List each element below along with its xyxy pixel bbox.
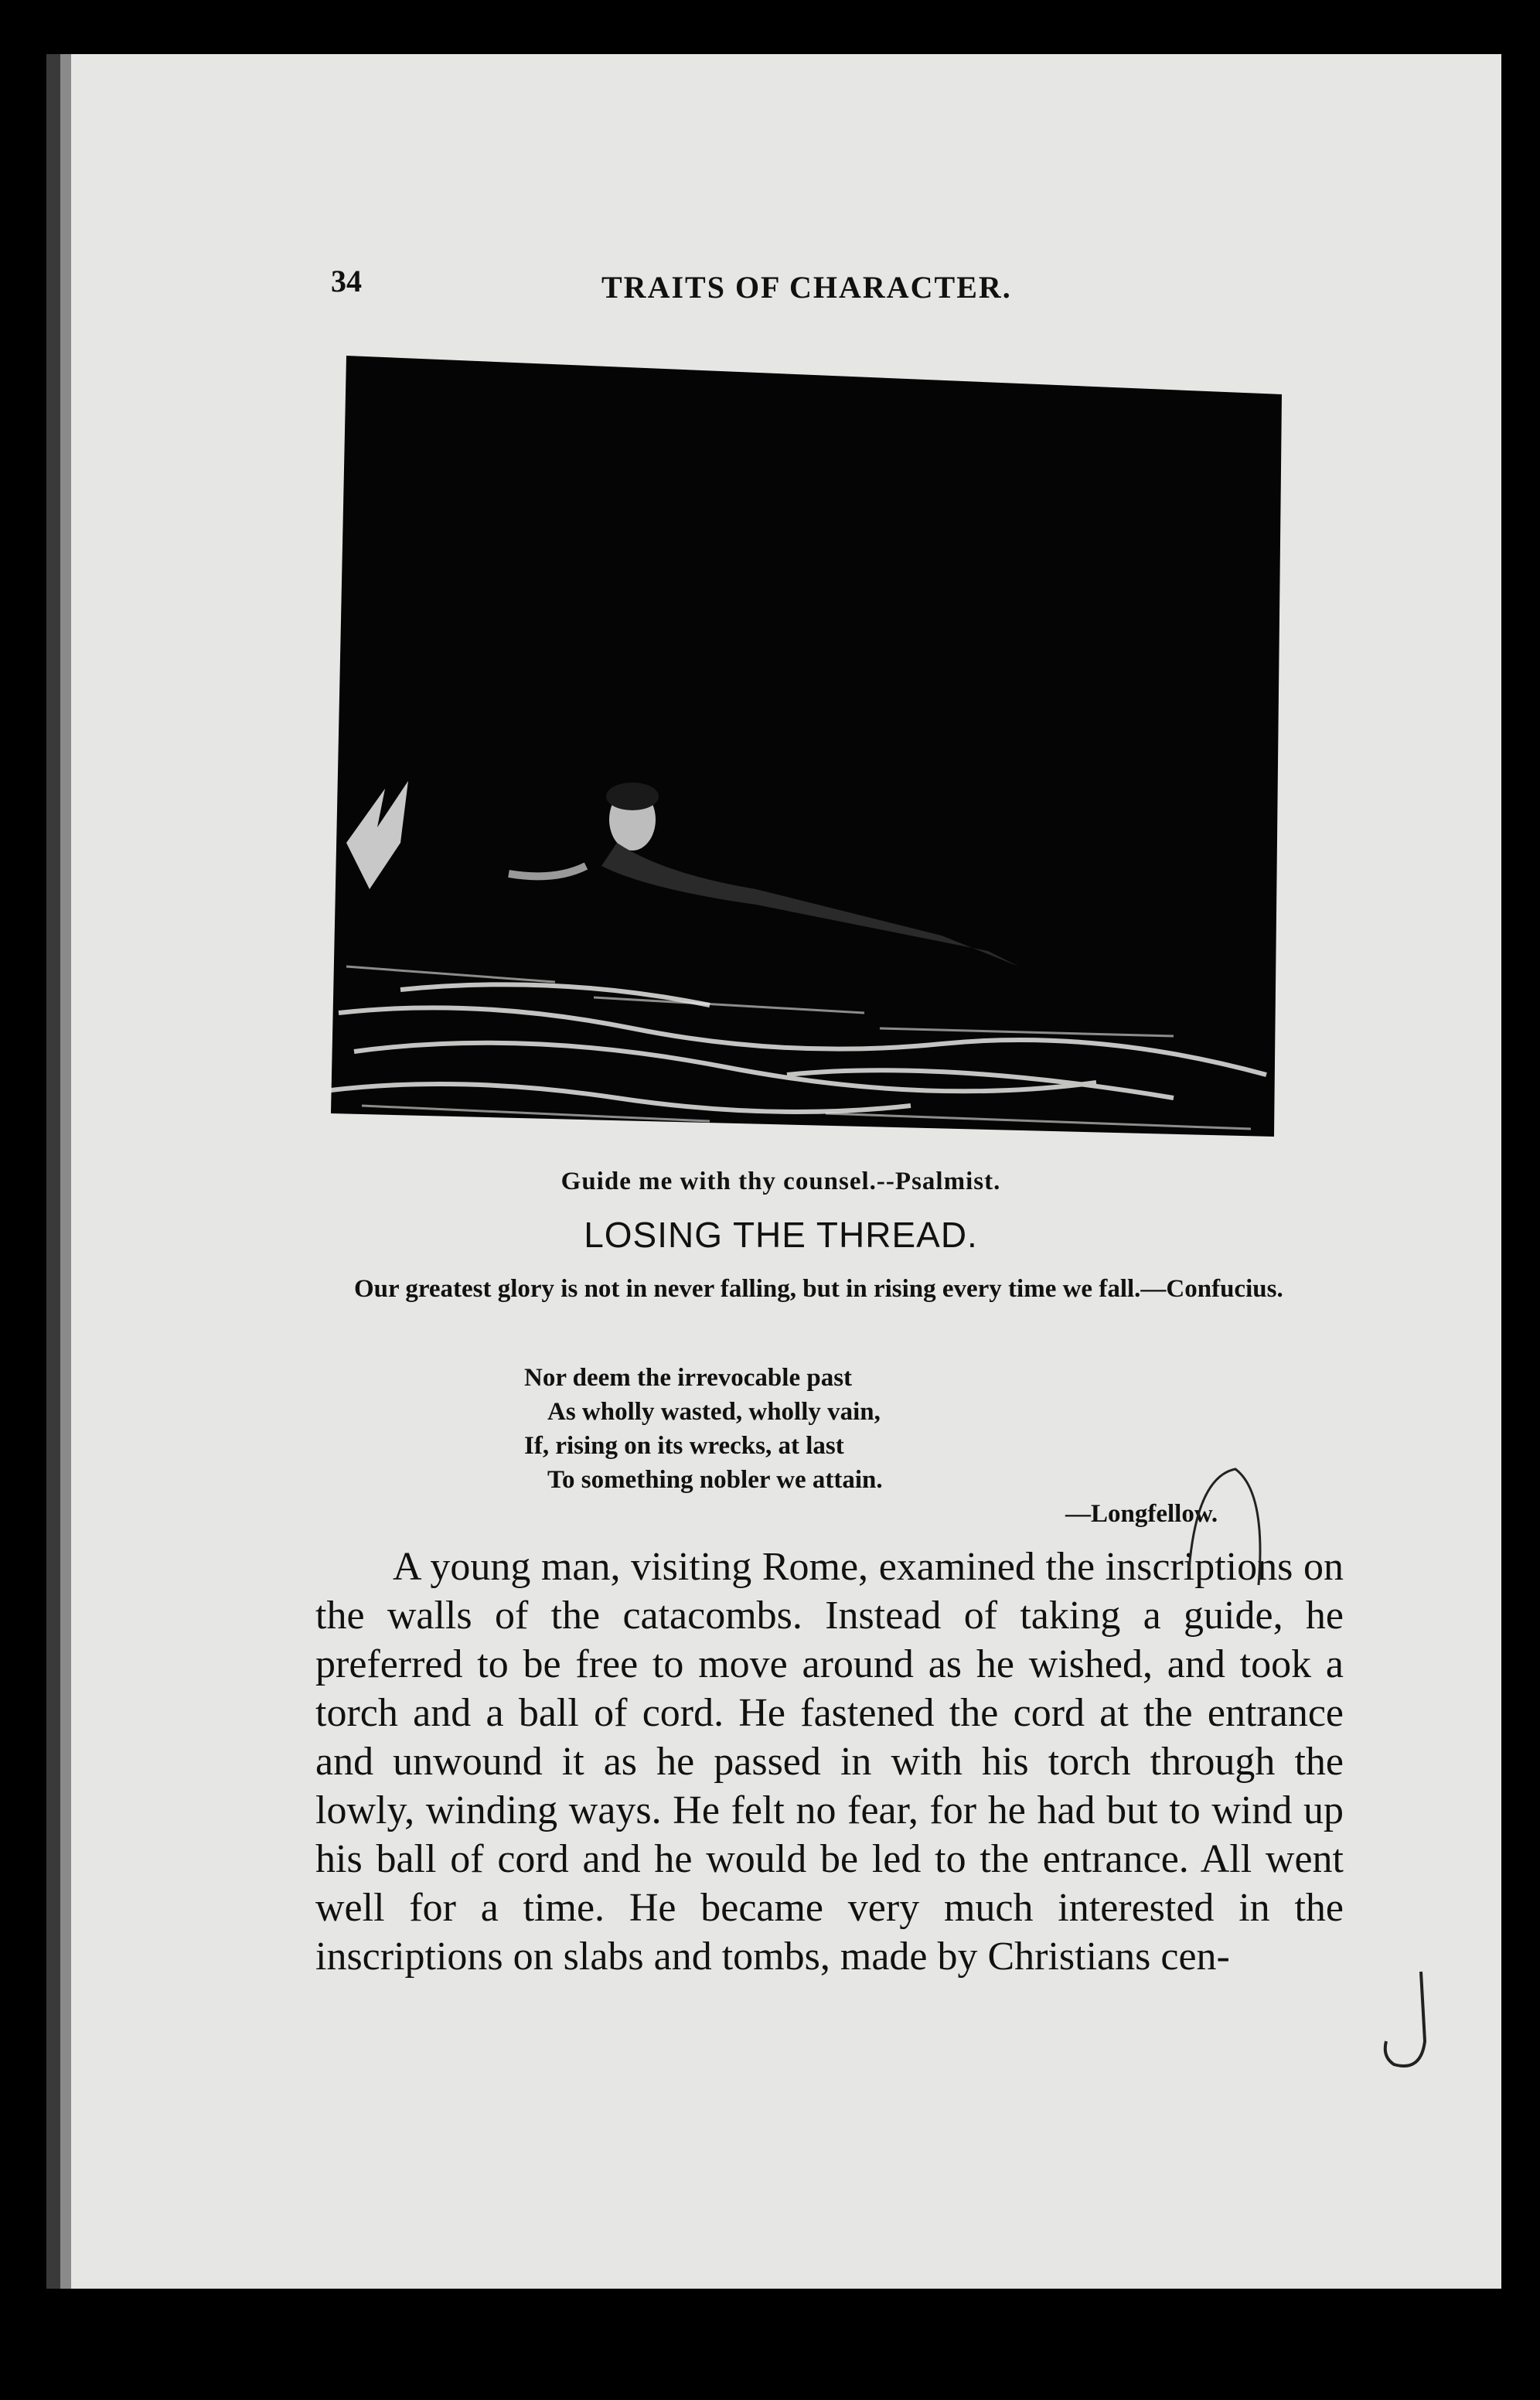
woodcut-illustration (323, 332, 1297, 1144)
pencil-hook-icon (1367, 1956, 1444, 2080)
verse-line: To something nobler we attain. (547, 1466, 883, 1494)
cave-figure-icon (323, 332, 1297, 1144)
verse-line: Nor deem the irrevocable past (524, 1364, 853, 1392)
verse-line: If, rising on its wrecks, at last (524, 1432, 844, 1460)
running-head-title: TRAITS OF CHARACTER. (601, 270, 1012, 305)
body-paragraph: A young man, visiting Rome, examined the inscriptions on the walls of the catacombs. Instead of taking a guide, he preferred to be free to move around as he wished, and took a torch and a ball of cord. He fastened the cord at the entrance and unwound it as he passed in with his torch through the lowly, winding ways. He felt no fear, for he had but to wind up his ball of cord and he would be led to the entrance. All went well for a time. He became very much interested in the inscriptions on slabs and tombs, made by Christians cen- (315, 1545, 1344, 1979)
verse-line: As wholly wasted, wholly vain, (547, 1398, 881, 1426)
page-number: 34 (331, 264, 362, 298)
chapter-title: LOSING THE THREAD. (584, 1215, 978, 1255)
verse-attribution: —Longfellow. (1065, 1500, 1218, 1528)
illustration-caption: Guide me with thy counsel.--Psalmist. (560, 1168, 1001, 1195)
verse-quote (524, 1361, 1143, 1497)
epigraph-quote: Our greatest glory is not in never falling, but in rising every time we fall.—Confucius. (354, 1275, 1283, 1303)
running-head (60, 263, 1501, 325)
book-page (46, 54, 1501, 2289)
